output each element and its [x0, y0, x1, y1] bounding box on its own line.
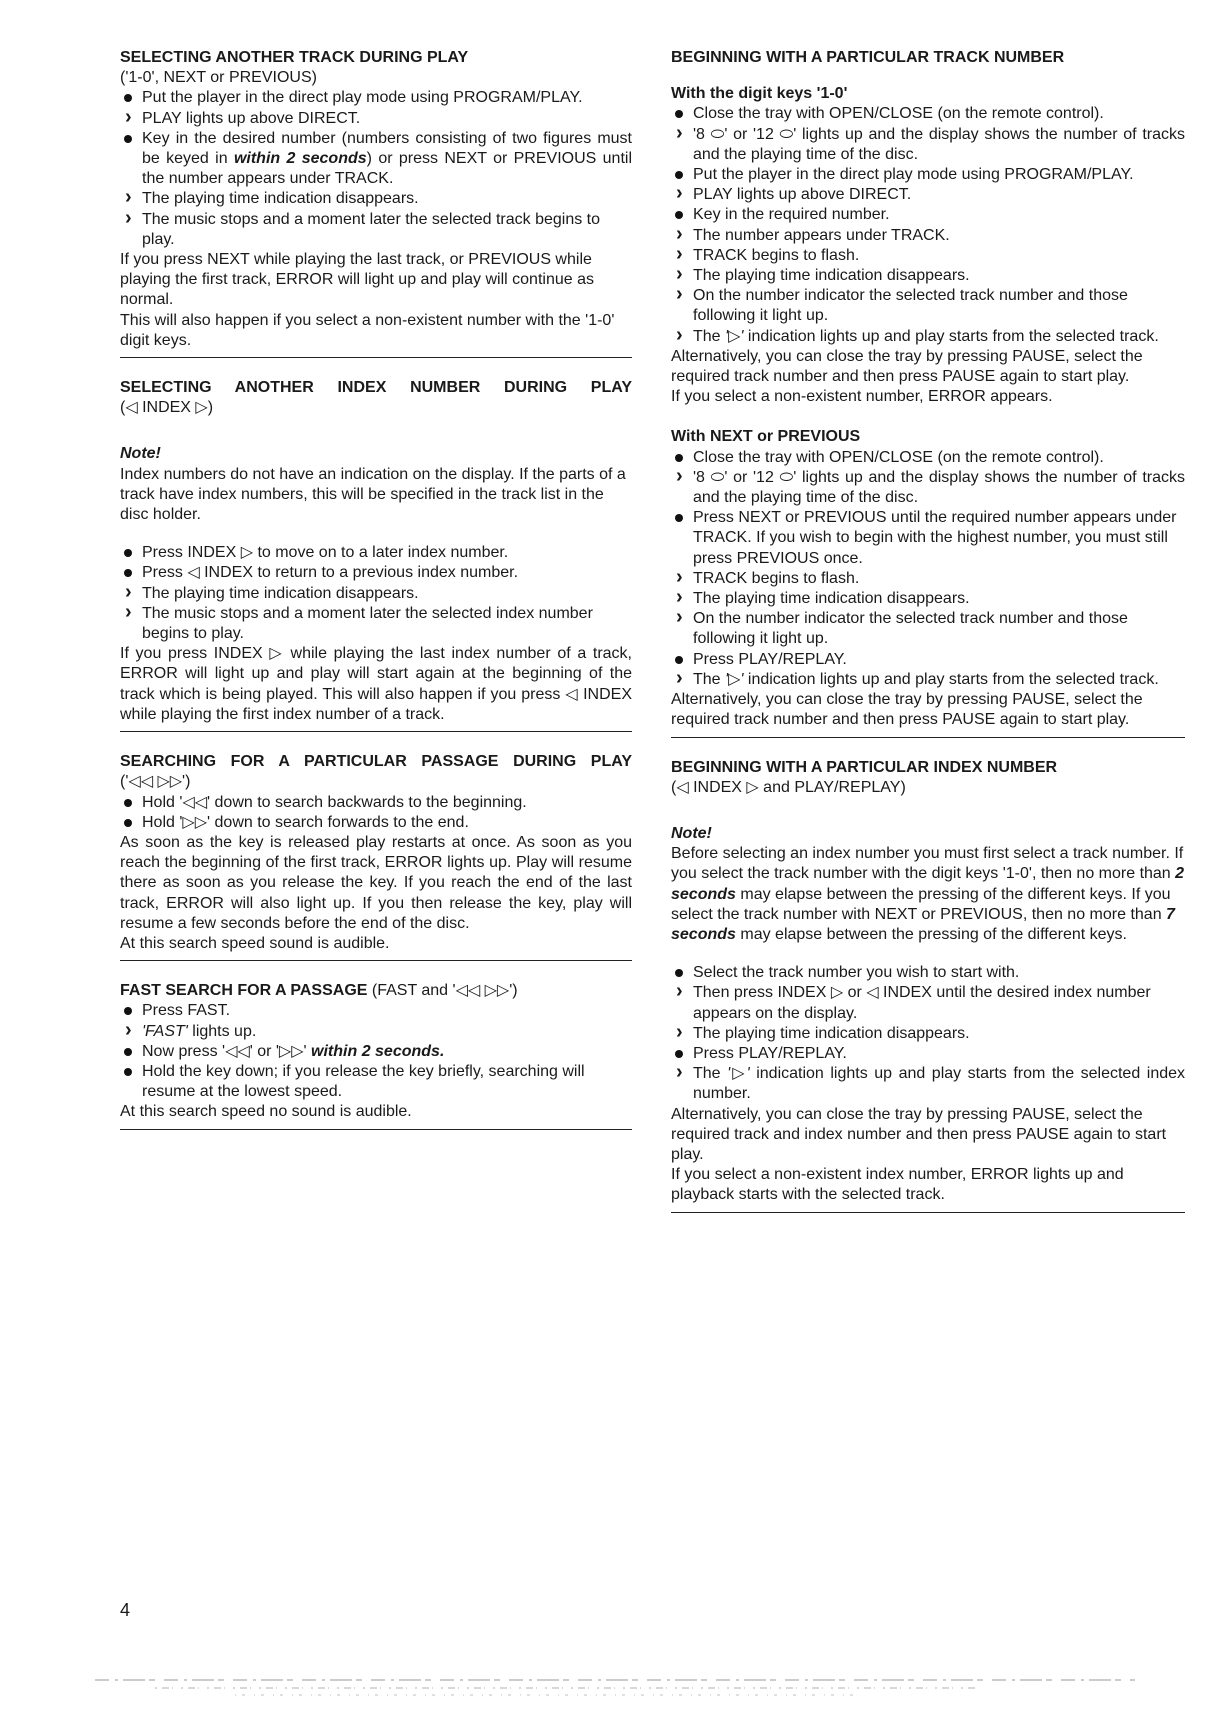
list-item: Close the tray with OPEN/CLOSE (on the remote control).: [693, 448, 1104, 466]
section-heading: SELECTING ANOTHER TRACK DURING PLAY: [120, 49, 469, 66]
section-fast-search: [120, 981, 632, 1129]
list-item: The music stops and a moment later the selected track begins to play.: [142, 210, 601, 248]
instruction-list: [671, 104, 1185, 346]
paragraph: Alternatively, you can close the tray by pressing PAUSE, select the required track number and then press PAUSE again to start play.: [671, 347, 1143, 386]
paragraph: If you select a non-existent number, ERROR appears.: [671, 388, 1053, 406]
list-item: Close the tray with OPEN/CLOSE (on the remote control).: [693, 105, 1104, 123]
list-item: '8 ⬭' or '12 ⬭' lights up and the display shows the number of tracks and the playing time of the disc.: [693, 125, 1185, 163]
list-item: PLAY lights up above DIRECT.: [693, 186, 912, 204]
paragraph: At this search speed sound is audible.: [120, 934, 390, 952]
list-item: Press PLAY/REPLAY.: [693, 1044, 847, 1062]
paragraph: This will also happen if you select a non-existent number with the '1-0' digit keys.: [120, 311, 615, 349]
list-item: The music stops and a moment later the selected index number begins to play.: [142, 604, 593, 643]
list-item: 'FAST' lights up.: [142, 1022, 257, 1040]
section-heading: FAST SEARCH FOR A PASSAGE (FAST and '◁◁ ▷▷'): [120, 982, 518, 1000]
list-item: The playing time indication disappears.: [142, 584, 419, 602]
paragraph: If you select a non-existent index number, ERROR lights up and playback starts with the selected track.: [671, 1166, 1124, 1204]
list-item: Put the player in the direct play mode using PROGRAM/PLAY.: [142, 89, 583, 107]
note-label: Note!: [671, 824, 712, 842]
list-item: The number appears under TRACK.: [693, 226, 950, 244]
note-text: Before selecting an index number you must first select a track number. If you select the track number with the digit keys '1-0', then no more than 2 seconds may elapse between the pressing of the different keys. If you select the track number with NEXT or PREVIOUS, then no more than 7 seconds may elapse between the pressing of the different keys.: [671, 845, 1185, 943]
list-item: Key in the desired number (numbers consisting of two figures must be keyed in within 2 seconds) or press NEXT or PREVIOUS until the number appears under TRACK.: [142, 129, 632, 188]
subsection-heading: With the digit keys '1-0': [671, 85, 848, 103]
list-item: Select the track number you wish to start with.: [693, 964, 1020, 982]
section-subtitle: ('1-0', NEXT or PREVIOUS): [120, 69, 317, 87]
section-subtitle: (◁ INDEX ▷): [120, 399, 214, 417]
section-another-track: [120, 48, 632, 358]
note-text: Index numbers do not have an indication on the display. If the parts of a track have index numbers, this will be specified in the track list in the disc holder.: [120, 465, 626, 524]
page-number: 4: [120, 1600, 131, 1620]
list-item: Press FAST.: [142, 1002, 231, 1020]
list-item: Put the player in the direct play mode using PROGRAM/PLAY.: [693, 166, 1134, 184]
subsection-heading: With NEXT or PREVIOUS: [671, 428, 861, 446]
instruction-list: [671, 448, 1185, 690]
list-item: Hold the key down; if you release the key briefly, searching will resume at the lowest speed.: [142, 1062, 585, 1101]
list-item: The '▷' indication lights up and play starts from the selected track.: [693, 670, 1159, 688]
list-item: Then press INDEX ▷ or ◁ INDEX until the desired index number appears on the display.: [693, 984, 1151, 1022]
list-item: Hold '▷▷' down to search forwards to the end.: [142, 813, 469, 831]
list-item: The playing time indication disappears.: [142, 190, 419, 208]
list-item: The '▷' indication lights up and play starts from the selected index number.: [693, 1065, 1186, 1103]
list-item: Press PLAY/REPLAY.: [693, 650, 847, 668]
section-heading: SELECTING ANOTHER INDEX NUMBER DURING PLAY: [120, 379, 632, 397]
paragraph: If you press NEXT while playing the last track, or PREVIOUS while playing the first track, ERROR will light up and play will continue as normal.: [120, 251, 594, 309]
instruction-list: [120, 1001, 632, 1102]
list-item: The playing time indication disappears.: [693, 590, 970, 608]
list-item: On the number indicator the selected track number and those following it light up.: [693, 610, 1128, 648]
list-item: On the number indicator the selected track number and those following it light up.: [693, 287, 1128, 325]
section-subtitle: (◁ INDEX ▷ and PLAY/REPLAY): [671, 778, 906, 796]
section-heading: SEARCHING FOR A PARTICULAR PASSAGE DURING PLAY: [120, 753, 632, 771]
section-heading: BEGINNING WITH A PARTICULAR TRACK NUMBER: [671, 49, 1065, 66]
list-item: Press ◁ INDEX to return to a previous index number.: [142, 564, 519, 582]
section-subtitle: ('◁◁ ▷▷'): [120, 773, 191, 791]
list-item: TRACK begins to flash.: [693, 569, 860, 587]
instruction-list: [671, 963, 1185, 1104]
list-item: '8 ⬭' or '12 ⬭' lights up and the display shows the number of tracks and the playing time of the disc.: [693, 468, 1185, 507]
paragraph: If you press INDEX ▷ while playing the last index number of a track, ERROR will light up and play will start again at the beginning of the track which is being played. This will also happen if you press ◁ INDEX while playing the first index number of a track.: [120, 645, 632, 723]
list-item: The playing time indication disappears.: [693, 267, 970, 285]
section-another-index: [120, 378, 632, 732]
section-search-passage: [120, 752, 632, 961]
list-item: The playing time indication disappears.: [693, 1024, 970, 1042]
list-item: Now press '◁◁' or '▷▷' within 2 seconds.: [142, 1042, 445, 1060]
note-label: Note!: [120, 445, 161, 463]
list-item: TRACK begins to flash.: [693, 246, 860, 264]
paragraph: Alternatively, you can close the tray by pressing PAUSE, select the required track number and then press PAUSE again to start play.: [671, 691, 1143, 729]
list-item: Hold '◁◁' down to search backwards to the beginning.: [142, 793, 527, 811]
paragraph: As soon as the key is released play restarts at once. As soon as you reach the beginning of the first track, ERROR lights up. Play will resume there as soon as you release the key. If you reach the end of the last track, ERROR will also light up. If you then release the key, play will resume a few seconds before the end of the disc.: [120, 833, 632, 932]
scan-noise-decoration: [95, 1672, 1135, 1702]
paragraph: At this search speed no sound is audible.: [120, 1103, 412, 1121]
instruction-list: [120, 543, 632, 644]
list-item: PLAY lights up above DIRECT.: [142, 109, 361, 127]
list-item: The '▷' indication lights up and play starts from the selected track.: [693, 327, 1159, 345]
left-column: [120, 48, 632, 1130]
instruction-list: [120, 793, 632, 833]
section-particular-index: [671, 758, 1185, 1213]
section-heading: BEGINNING WITH A PARTICULAR INDEX NUMBER: [671, 758, 1058, 776]
right-column: [671, 48, 1185, 1213]
instruction-list: [120, 88, 632, 250]
section-particular-track: [671, 48, 1185, 738]
list-item: Press INDEX ▷ to move on to a later index number.: [142, 544, 509, 562]
paragraph: Alternatively, you can close the tray by pressing PAUSE, select the required track and index number and then press PAUSE again to start play.: [671, 1105, 1167, 1163]
list-item: Key in the required number.: [693, 206, 890, 224]
list-item: Press NEXT or PREVIOUS until the required number appears under TRACK. If you wish to begin with the highest number, you must still press PREVIOUS once.: [693, 509, 1177, 567]
